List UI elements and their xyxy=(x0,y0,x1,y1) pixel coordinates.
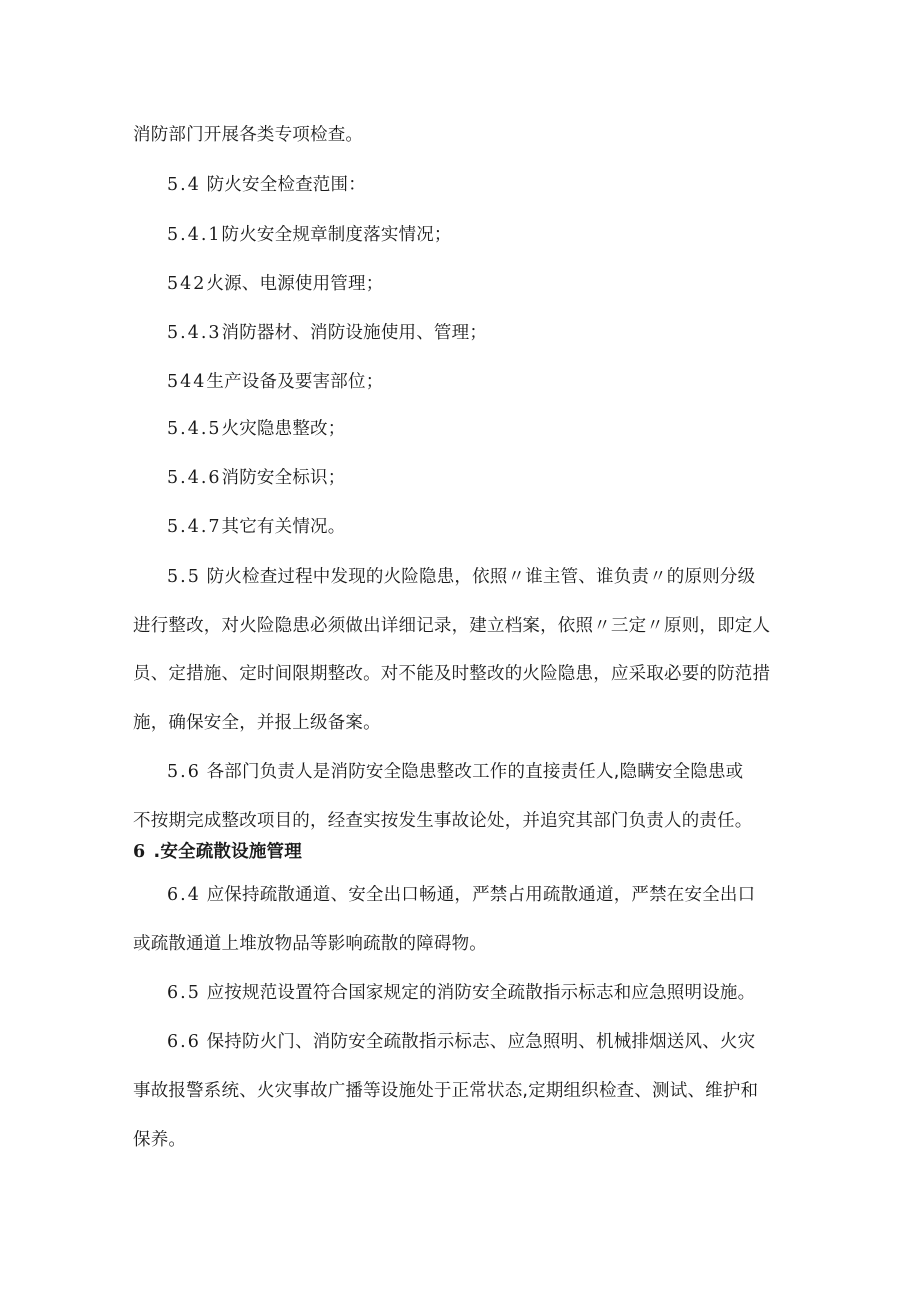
list-item xyxy=(167,321,487,345)
line-text: 保养。 xyxy=(133,1130,187,1150)
item-number: 5.6 xyxy=(167,762,201,782)
list-item xyxy=(167,515,345,539)
section-title: .安全疏散设施管理 xyxy=(153,842,302,862)
list-item xyxy=(167,760,743,784)
text-line xyxy=(133,809,753,833)
item-number: 6.4 xyxy=(167,885,201,905)
item-number: 5.4.6 xyxy=(167,468,222,488)
line-text: 消防部门开展各类专项检查。 xyxy=(133,125,364,145)
item-text: 消防安全标识； xyxy=(221,468,346,488)
text-line xyxy=(133,932,487,956)
item-text: 生产设备及要害部位； xyxy=(206,372,384,392)
item-text: 防火检查过程中发现的火险隐患，依照〃谁主管、谁负责〃的原则分级 xyxy=(206,567,756,587)
item-text: 保持防火门、消防安全疏散指示标志、应急照明、机械排烟送风、火灾 xyxy=(206,1032,756,1052)
section-heading xyxy=(133,840,302,864)
item-text: 火源、电源使用管理； xyxy=(206,274,384,294)
list-item xyxy=(167,370,383,394)
item-number: 6.5 xyxy=(167,983,201,1003)
item-text: 其它有关情况。 xyxy=(221,517,346,537)
item-number: 5.4.7 xyxy=(167,517,222,537)
item-number: 5.4.1 xyxy=(167,225,222,245)
item-number: 5.4.5 xyxy=(167,419,222,439)
text-line xyxy=(133,614,770,638)
list-item xyxy=(167,981,755,1005)
list-item xyxy=(167,223,452,247)
item-text: 防火安全规章制度落实情况； xyxy=(221,225,452,245)
text-line xyxy=(133,1128,186,1152)
line-text: 或疏散通道上堆放物品等影响疏散的障碍物。 xyxy=(133,934,487,954)
item-number: 5.5 xyxy=(167,567,201,587)
item-text: 应保持疏散通道、安全出口畅通，严禁占用疏散通道，严禁在安全出口 xyxy=(206,885,756,905)
line-text: 进行整改，对火险隐患必须做出详细记录，建立档案，依照〃三定〃原则，即定人 xyxy=(133,616,771,636)
item-number: 5.4.3 xyxy=(167,323,222,343)
item-text: 消防器材、消防设施使用、管理； xyxy=(221,323,488,343)
list-item xyxy=(167,883,755,907)
text-line xyxy=(133,662,770,686)
section-number: 6 xyxy=(133,842,148,862)
item-text: 火灾隐患整改； xyxy=(221,419,346,439)
item-number: 544 xyxy=(167,372,207,392)
text-line xyxy=(133,711,381,735)
item-number: 542 xyxy=(167,274,207,294)
line-text: 事故报警系统、火灾事故广播等设施处于正常状态,定期组织检查、测试、维护和 xyxy=(133,1081,759,1101)
list-item xyxy=(167,417,345,441)
list-item xyxy=(167,272,383,296)
list-item xyxy=(167,173,366,197)
line-text: 施，确保安全，并报上级备案。 xyxy=(133,713,381,733)
list-item xyxy=(167,1030,755,1054)
item-text: 各部门负责人是消防安全隐患整改工作的直接责任人,隐瞒安全隐患或 xyxy=(206,762,744,782)
item-text: 防火安全检查范围： xyxy=(206,175,366,195)
item-text: 应按规范设置符合国家规定的消防安全疏散指示标志和应急照明设施。 xyxy=(206,983,756,1003)
list-item xyxy=(167,466,345,490)
text-line xyxy=(133,123,363,147)
line-text: 员、定措施、定时间限期整改。对不能及时整改的火险隐患，应采取必要的防范措 xyxy=(133,664,771,684)
list-item xyxy=(167,565,755,589)
item-number: 5.4 xyxy=(167,175,201,195)
text-line xyxy=(133,1079,758,1103)
line-text: 不按期完成整改项目的，经查实按发生事故论处，并追究其部门负责人的责任。 xyxy=(133,811,753,831)
item-number: 6.6 xyxy=(167,1032,201,1052)
